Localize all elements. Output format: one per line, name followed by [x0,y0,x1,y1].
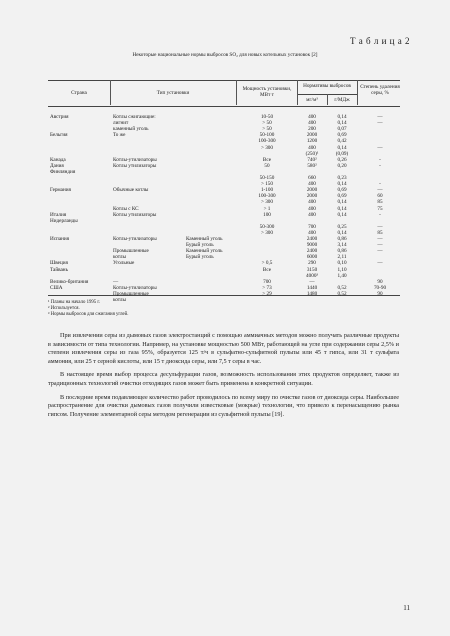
table-cell-mg: 400 [308,211,316,218]
table-cell-mg: 2000 [306,193,318,200]
table-cell-country: Австрия [50,114,69,120]
table-cell-mg: 3150 [306,266,318,273]
table-cell-g: 0,14 [337,144,347,151]
table-cell-country: Велико-британия [50,278,89,285]
table-cell-fuel: Котлы-утилизаторы [113,236,157,242]
table-cell-g: 0,69 [337,193,347,200]
table-cell-mg: 200 [308,126,316,133]
table-cell-cap: 700 [263,278,271,285]
table-cell-mg: 9000 [306,242,318,249]
table-cell-g: 0,14 [337,120,347,127]
table-cell-mg: 2400 [306,236,318,242]
table-cell-deg: — [377,248,383,255]
table-cell-g: 1,40 [337,272,347,279]
table-cell-deg: - [379,156,381,163]
table-cell-mg: 290 [308,260,316,267]
table-cell-deg: — [377,120,383,127]
table-cell-mg: 1440 [306,284,318,291]
table-cell-mg: 580² [307,162,317,169]
body-text [48,332,399,424]
table-cell-deg: — [377,260,383,267]
table-cell-fuel: Промышленные [113,248,149,255]
table-cell-country: Германия [50,187,71,194]
table-cell-cap: 50 [264,162,270,169]
table-cell-g: 0,14 [337,229,347,236]
table-cell-mg: 700 [308,223,316,230]
table-cell-cap: 50-150 [259,175,275,181]
table-top-rule [48,80,400,81]
table-cell-cap: > 50 [262,126,272,133]
table-cell-deg: 85 [377,199,383,206]
table-cell-mg: 6000 [306,254,318,261]
table-cell-cap: Все [262,156,272,163]
table-cell-g: 0,52 [337,284,347,291]
table-cell-g: 0,52 [337,290,347,297]
table-cell-fuel: — [113,278,119,285]
table-cell-deg: 70-90 [373,284,387,291]
table-cell-mg: 2000 [306,187,318,194]
table-cell-fuel: котлы [113,297,126,303]
table-cell-fuel: Котлы-утилизаторы [113,156,157,163]
table-cell-cap: > 1 [263,205,271,212]
table-cell-g: 0,14 [337,181,347,188]
table-cell-mg: 400 [308,181,316,188]
table-cell-cap: 100-300 [258,138,276,145]
table-cell-g: 0,14 [337,211,347,218]
table-cell-cap: > 150 [260,181,273,188]
table-cell-mg: 740² [307,156,317,163]
table-cell-cap: 100 [263,211,271,218]
col-divider-2 [236,80,237,105]
footnote-1: ¹ Планы на начало 1995 г. [48,300,101,305]
footnote-3: ³ Нормы выбросов для сжигания углей. [48,312,129,317]
col-divider-5 [357,80,358,105]
paragraph-2: В настоящее время выбор процесса десульфурации газов, возможность использования этих продуктов определяет, также из традиционных технологий очистки отходящих газов может быть применена в конкретной ситуации. [48,371,399,387]
table-cell-fuel: котлы [113,254,126,261]
table-cell-cap: > 73 [262,284,272,291]
table-cell-deg: 90 [377,278,383,285]
header-fuel: Тип установки [156,90,190,96]
table-cell-country: Канада [50,156,66,163]
table-cell-deg: - [379,181,381,188]
table-cell-fuel: Угольные [113,260,135,267]
table-cell-fuel: То же [113,132,126,139]
table-cell-fuel: Котлы утилизаторы [113,162,157,169]
table-cell-country: Бельгия [50,132,68,139]
table-cell-deg: — [377,236,383,242]
table-cell-fuel: Котлы сжигающие: [113,114,156,120]
table-cell-cap: > 0,5 [261,260,273,267]
header-capacity: Мощность установки, МВт т [242,86,292,98]
table-cell-country: США [50,284,63,291]
table-cell-country: Финляндия [50,168,76,175]
table-cell-g: 0,10 [337,260,347,267]
header-mg: мг/м³ [306,97,318,103]
table-cell-cap: 100-300 [258,193,276,200]
table-cell-deg: - [379,162,381,169]
table-cell-deg: - [379,211,381,218]
table-cell-country: Тайвань [50,266,68,273]
table-cell-mg: 400 [308,120,316,127]
table-cell-g: 0,07 [337,126,347,133]
table-cell-fuel: Котлы утилизаторы [113,211,157,218]
table-cell-mg: 1480 [306,290,318,297]
table-cell-country: Швеция [50,260,68,267]
table-cell-mg: — [309,278,315,285]
table-cell-mg: 1200 [306,138,318,145]
table-cell-mg: 400 [308,144,316,151]
table-cell-g: 0,86 [337,248,347,255]
table-cell-cap: 50-300 [259,223,275,230]
footnote-2: ² Используется. [48,306,80,311]
table-cell-g: 1,10 [337,266,347,273]
table-cell-mg: 400 [308,229,316,236]
table-cell-country: Италия [50,211,67,218]
table-cell-deg: — [377,242,383,249]
table-cell-deg: 90 [377,290,383,297]
table-cell-g: (0,09) [335,150,349,157]
table-cell-cap: 50-100 [259,132,275,139]
paragraph-3: В последние время подавляющее количество работ проводилось по всему миру по очистке газов от диоксида серы. Наибольшее распространение для очистки дымовых газов получили известковые (мокрые) технологии, что привело к перенасыщению рынка гипсом. Получение элементарной серы методом регенерации из сульфитной пульпы [19]. [48,393,399,418]
table-cell-mg: 2400 [306,248,318,255]
table-cell-deg: 75 [377,205,383,212]
paragraph-1: При извлечении серы из дымовых газов электростанций с помощью аммиачных методов можно получать различные продукты в зависимости от типа технологии. Например, на установке мощностью 500 МВт, работающей на угле при содержании серы 2,5% и степени извлечения серы из газа 95%, образуется 125 т/ч в сульфатно-сульфитной пульпы или 45 т гипса, или 31 т сульфата аммония, или 25 т серной кислоты, или 15 т диоксида серы, или 7,5 т серы в час. [48,332,399,365]
table-cell-mg: (250)¹ [305,150,319,157]
table-cell-cap: Все [262,266,272,273]
table-cell-deg: — [377,144,383,151]
table-cell-mg: 660 [308,175,316,181]
table-cell-deg: — [377,187,383,194]
table-cell-g: 0,26 [337,156,347,163]
table-cell-fuel: Котлы-утилизаторы [113,284,157,291]
table-cell-deg: — [377,114,383,120]
table-cell-mg: 400 [308,205,316,212]
table-cell-g: 2,11 [337,254,347,261]
table-header-rule [48,106,400,107]
table-cell-g: 0,86 [337,236,347,242]
table-cell-fuel2: Бурый уголь [186,254,214,261]
table-cell-g: 0,69 [337,132,347,139]
table-cell-cap: > 29 [262,290,272,297]
table-cell-mg: 400 [308,199,316,206]
table-cell-cap: > 300 [260,199,273,206]
header-limits: Нормативы выбросов [303,83,351,89]
table-cell-g: 0,69 [337,187,347,194]
table-cell-country: Испания [50,236,70,242]
table-cell-fuel2: Бурый уголь [186,242,214,249]
table-cell-g: 0,14 [337,205,347,212]
table-cell-cap: > 50 [262,120,272,127]
table-cell-fuel2: Каменный уголь [186,236,223,242]
table-cell-cap: 10-50 [260,114,274,120]
header-gmj: г/МДж [334,97,350,103]
table-cell-fuel: Котлы с КС [113,205,139,212]
table-cell-deg: 60 [377,193,383,200]
table-cell-country: Дания [50,162,64,169]
table-cell-fuel: лигнит [113,120,129,127]
table-cell-fuel: Обычные котлы [113,187,149,194]
table-cell-mg: 4000³ [306,272,318,279]
table-cell-deg: 85 [377,229,383,236]
header-country: Страна [71,90,87,96]
table-cell-fuel2: Каменный уголь [186,248,223,255]
table-cell-mg: 400 [308,114,316,120]
table-cell-cap: 1-100 [260,187,274,194]
table-cell-cap: > 300 [260,144,273,151]
table-cell-deg: — [377,223,383,230]
page-number: 11 [403,604,410,612]
table-caption: Некоторые национальные нормы выбросов SO₂ для новых котельных установок [2] [132,52,318,58]
table-cell-mg: 2000 [306,132,318,139]
table-cell-fuel: Промышленные [113,290,149,297]
table-cell-country: Нидерланды [50,217,78,224]
table-cell-g: 0,14 [337,199,347,206]
table-cell-fuel: каменный уголь [113,126,149,133]
table-label: Т а б л и ц а 2 [350,36,410,46]
table-cell-g: 0,20 [337,162,347,169]
header-degree: Степень удаления серы, % [360,84,400,96]
table-cell-g: 0,14 [337,114,347,120]
table-cell-g: 0,25 [337,223,347,230]
table-cell-g: 3,14 [337,242,347,249]
table-cell-g: 0,23 [337,175,347,181]
table-cell-cap: > 300 [260,229,273,236]
table-cell-g: 0,42 [337,138,347,145]
